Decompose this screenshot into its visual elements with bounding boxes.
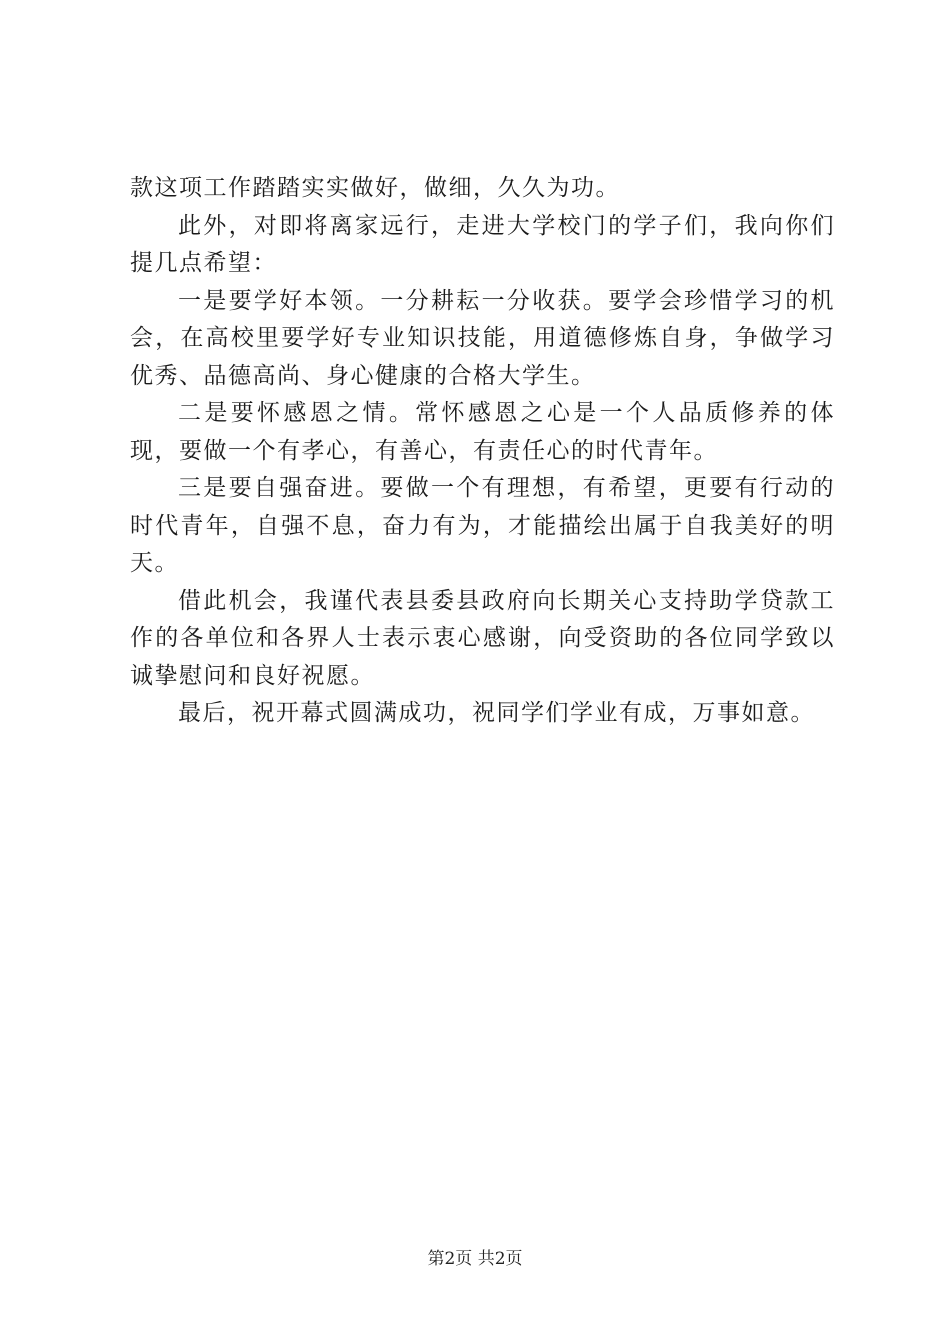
page-number-footer: 第2页 共2页 xyxy=(427,1249,523,1269)
paragraph-hope-three: 三是要自强奋进。要做一个有理想，有希望，更要有行动的时代青年，自强不息，奋力有为，才能描绘出属于自我美好的明天。 xyxy=(130,475,835,576)
document-body xyxy=(130,170,835,733)
paragraph-closing: 最后，祝开幕式圆满成功，祝同学们学业有成，万事如意。 xyxy=(178,700,815,726)
paragraph-continuation: 款这项工作踏踏实实做好，做细，久久为功。 xyxy=(130,175,620,201)
paragraph-thanks: 借此机会，我谨代表县委县政府向长期关心支持助学贷款工作的各单位和各界人士表示衷心感谢，向受资助的各位同学致以诚挚慰问和良好祝愿。 xyxy=(130,587,835,689)
paragraph-hopes-intro: 此外，对即将离家远行，走进大学校门的学子们，我向你们提几点希望： xyxy=(130,212,835,276)
paragraph-hope-two: 二是要怀感恩之情。常怀感恩之心是一个人品质修养的体现，要做一个有孝心，有善心，有责任心的时代青年。 xyxy=(130,400,835,464)
paragraph-hope-one: 一是要学好本领。一分耕耘一分收获。要学会珍惜学习的机会，在高校里要学好专业知识技能，用道德修炼自身，争做学习优秀、品德高尚、身心健康的合格大学生。 xyxy=(130,287,835,389)
